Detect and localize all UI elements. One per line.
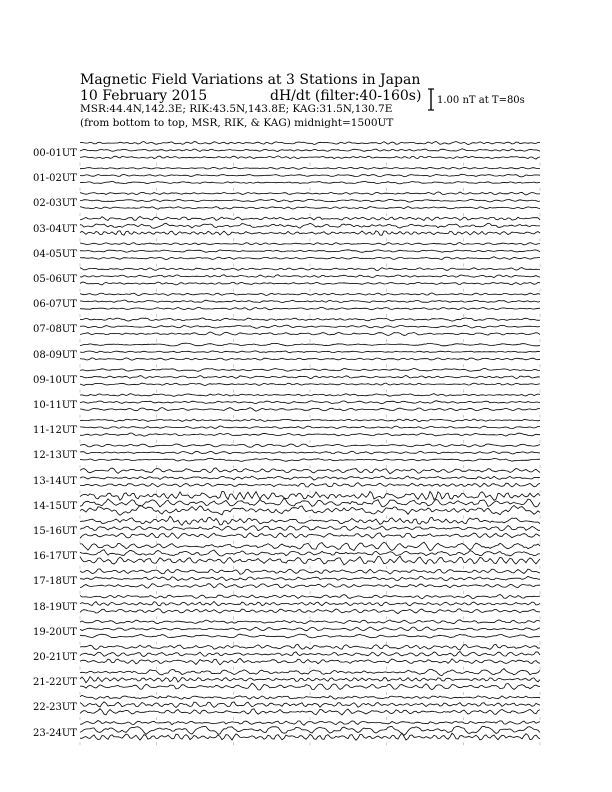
- scale-label: 1.00 nT at T=80s: [437, 95, 525, 106]
- trace-rik-17-18UT: [80, 576, 540, 580]
- trace-kag-12-13UT: [80, 444, 540, 447]
- hour-label: 20-21UT: [33, 652, 77, 663]
- hour-label: 05-06UT: [33, 274, 77, 285]
- trace-kag-23-24UT: [80, 721, 540, 726]
- trace-kag-20-21UT: [80, 645, 540, 651]
- trace-kag-13-14UT: [80, 468, 540, 474]
- hour-label: 09-10UT: [33, 374, 77, 386]
- chart-date: 10 February 2015: [80, 88, 208, 104]
- trace-msr-12-13UT: [80, 458, 540, 461]
- hour-label: 10-11UT: [33, 400, 77, 411]
- trace-msr-10-11UT: [80, 408, 540, 412]
- trace-msr-15-16UT: [80, 533, 540, 539]
- hour-label: 00-01UT: [33, 148, 77, 159]
- station-coordinates: MSR:44.4N,142.3E; RIK:43.5N,143.8E; KAG:31.5N,130.7E: [80, 103, 393, 115]
- trace-rik-14-15UT: [80, 498, 540, 507]
- trace-rik-15-16UT: [80, 526, 540, 531]
- trace-kag-03-04UT: [80, 217, 540, 221]
- trace-msr-08-09UT: [80, 358, 540, 360]
- hour-label: 22-23UT: [33, 702, 77, 714]
- trace-rik-12-13UT: [80, 451, 540, 454]
- trace-msr-13-14UT: [80, 483, 540, 487]
- hour-label: 11-12UT: [33, 425, 77, 437]
- trace-msr-05-06UT: [80, 282, 540, 285]
- trace-kag-02-03UT: [80, 192, 540, 195]
- hour-label: 13-14UT: [33, 475, 77, 487]
- trace-kag-08-09UT: [80, 343, 540, 346]
- trace-msr-06-07UT: [80, 307, 540, 310]
- hour-label: 02-03UT: [33, 198, 77, 210]
- trace-order-note: (from bottom to top, MSR, RIK, & KAG) midnight=1500UT: [80, 117, 394, 129]
- trace-msr-11-12UT: [80, 433, 540, 436]
- trace-rik-10-11UT: [80, 401, 540, 404]
- trace-rik-16-17UT: [80, 550, 540, 556]
- trace-msr-02-03UT: [80, 207, 540, 210]
- trace-msr-14-15UT: [80, 505, 540, 515]
- trace-msr-22-23UT: [80, 709, 540, 715]
- trace-kag-18-19UT: [80, 595, 540, 599]
- trace-msr-19-20UT: [80, 634, 540, 638]
- trace-rik-04-05UT: [80, 250, 540, 253]
- trace-msr-18-19UT: [80, 609, 540, 614]
- hour-label: 08-09UT: [33, 349, 77, 361]
- trace-rik-02-03UT: [80, 199, 540, 202]
- hour-label: 19-20UT: [33, 626, 77, 638]
- trace-rik-08-09UT: [80, 351, 540, 353]
- trace-rik-19-20UT: [80, 627, 540, 631]
- trace-msr-04-05UT: [80, 257, 540, 260]
- trace-kag-22-23UT: [80, 695, 540, 699]
- trace-rik-18-19UT: [80, 602, 540, 606]
- trace-kag-06-07UT: [80, 293, 540, 296]
- hour-label: 17-18UT: [33, 576, 77, 588]
- hour-label: 03-04UT: [33, 223, 77, 235]
- trace-rik-22-23UT: [80, 702, 540, 708]
- trace-rik-06-07UT: [80, 300, 540, 303]
- trace-rik-11-12UT: [80, 426, 540, 429]
- trace-rik-07-08UT: [80, 325, 540, 328]
- hour-label: 04-05UT: [33, 248, 77, 260]
- trace-rik-00-01UT: [80, 149, 540, 152]
- trace-msr-07-08UT: [80, 332, 540, 336]
- trace-msr-09-10UT: [80, 383, 540, 385]
- trace-msr-16-17UT: [80, 556, 540, 565]
- hour-label: 06-07UT: [33, 299, 77, 311]
- hour-label: 14-15UT: [33, 500, 77, 512]
- trace-kag-17-18UT: [80, 569, 540, 574]
- trace-kag-09-10UT: [80, 368, 540, 371]
- trace-msr-20-21UT: [80, 658, 540, 665]
- hour-label: 15-16UT: [33, 526, 77, 537]
- hour-label: 16-17UT: [33, 551, 77, 563]
- trace-msr-23-24UT: [80, 733, 540, 740]
- hour-label: 21-22UT: [33, 677, 77, 689]
- hour-label: 18-19UT: [33, 601, 77, 613]
- trace-rik-09-10UT: [80, 376, 540, 379]
- trace-msr-00-01UT: [80, 156, 540, 159]
- trace-rik-13-14UT: [80, 476, 540, 480]
- trace-kag-07-08UT: [80, 318, 540, 321]
- chart-quantity: dH/dt (filter:40-160s): [270, 88, 422, 104]
- trace-rik-20-21UT: [80, 651, 540, 656]
- hour-label: 12-13UT: [33, 450, 77, 462]
- trace-msr-03-04UT: [80, 231, 540, 235]
- trace-msr-17-18UT: [80, 584, 540, 589]
- trace-kag-11-12UT: [80, 419, 540, 422]
- trace-kag-19-20UT: [80, 620, 540, 624]
- trace-rik-01-02UT: [80, 174, 540, 177]
- trace-msr-01-02UT: [80, 181, 540, 183]
- hour-label: 07-08UT: [33, 324, 77, 336]
- trace-kag-01-02UT: [80, 167, 540, 169]
- hour-label: 01-02UT: [33, 173, 77, 185]
- trace-rik-03-04UT: [80, 223, 540, 228]
- trace-rik-21-22UT: [80, 677, 540, 683]
- trace-msr-21-22UT: [80, 683, 540, 690]
- hour-label: 23-24UT: [33, 727, 77, 739]
- trace-kag-04-05UT: [80, 243, 540, 245]
- trace-kag-05-06UT: [80, 268, 540, 271]
- trace-kag-00-01UT: [80, 141, 540, 144]
- chart-title: Magnetic Field Variations at 3 Stations in Japan: [80, 72, 421, 88]
- trace-kag-10-11UT: [80, 394, 540, 397]
- trace-rik-05-06UT: [80, 275, 540, 278]
